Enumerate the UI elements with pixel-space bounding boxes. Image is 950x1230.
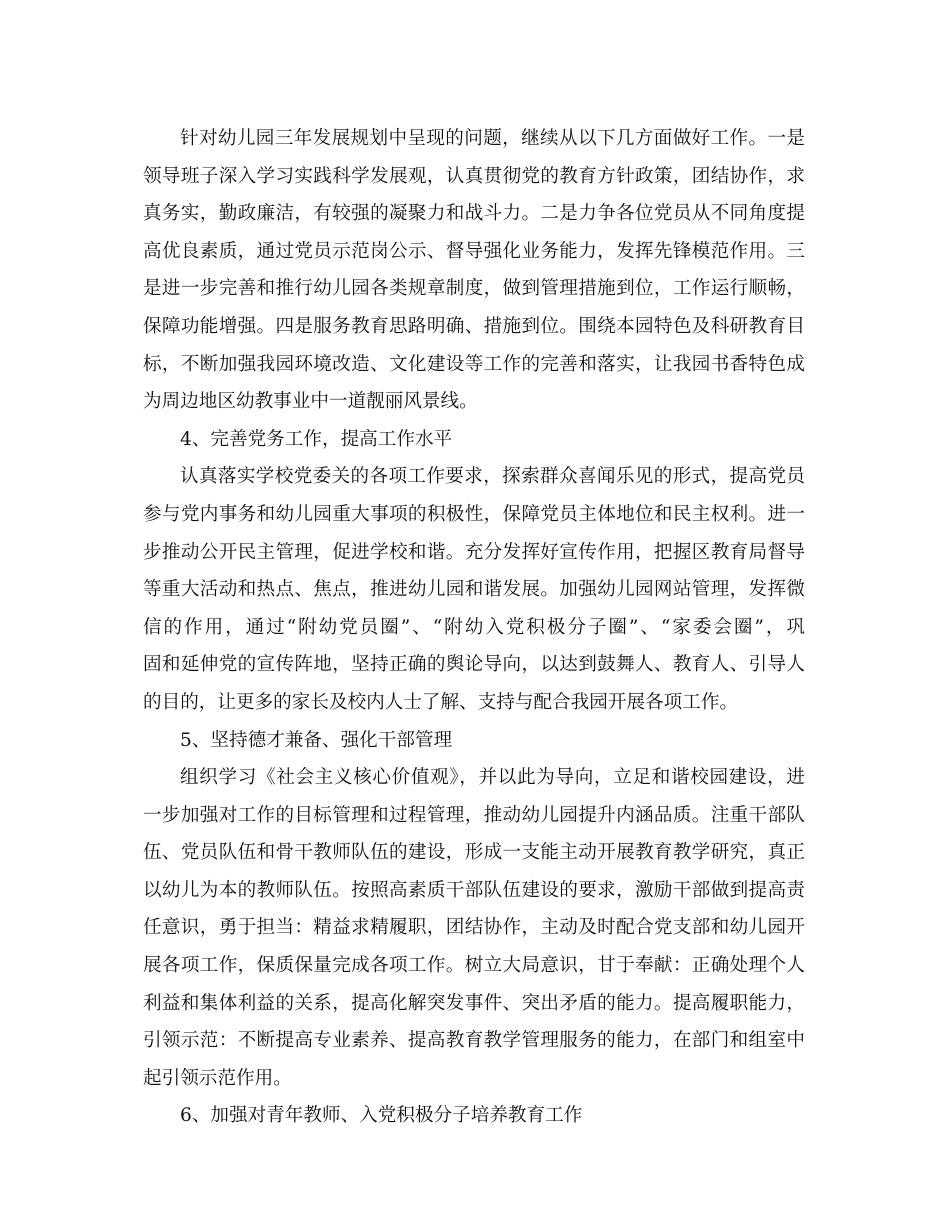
text-line: 展各项工作，保质保量完成各项工作。树立大局意识，甘于奉献：正确处理个人 xyxy=(143,955,805,977)
text-line: 领导班子深入学习实践科学发展观，认真贯彻党的教育方针政策，团结协作，求 xyxy=(143,165,805,187)
text-line: 伍、党员队伍和骨干教师队伍的建设，形成一支能主动开展教育教学研究，真正 xyxy=(143,842,805,864)
text-line: 利益和集体利益的关系，提高化解突发事件、突出矛盾的能力。提高履职能力， xyxy=(143,992,805,1014)
paragraph-cadre-management xyxy=(143,759,805,1097)
text-line: 任意识，勇于担当：精益求精履职，团结协作，主动及时配合党支部和幼儿园开 xyxy=(143,917,805,939)
text-line: 针对幼儿园三年发展规划中呈现的问题，继续从以下几方面做好工作。一是 xyxy=(180,128,805,149)
text-line: 固和延伸党的宣传阵地，坚持正确的舆论导向，以达到鼓舞人、教育人、引导人 xyxy=(143,654,805,676)
text-line: 一步加强对工作的目标管理和过程管理，推动幼儿园提升内涵品质。注重干部队 xyxy=(143,804,805,826)
heading-text: 6、加强对青年教师、入党积极分子培养教育工作 xyxy=(180,1105,583,1127)
text-line: 标，不断加强我园环境改造、文化建设等工作的完善和落实，让我园书香特色成 xyxy=(143,353,805,375)
section-heading-4 xyxy=(143,421,805,459)
text-line: 等重大活动和热点、焦点，推进幼儿园和谐发展。加强幼儿园网站管理，发挥微 xyxy=(143,579,805,601)
text-line: 保障功能增强。四是服务教育思路明确、措施到位。围绕本园特色及科研教育目 xyxy=(143,315,805,337)
section-heading-5 xyxy=(143,722,805,760)
text-line: 信的作用，通过“附幼党员圈”、“附幼入党积极分子圈”、“家委会圈”，巩 xyxy=(143,616,805,638)
text-line: 的目的，让更多的家长及校内人士了解、支持与配合我园开展各项工作。 xyxy=(143,691,739,713)
heading-text: 4、完善党务工作，提高工作水平 xyxy=(180,428,453,450)
text-line: 高优良素质，通过党员示范岗公示、督导强化业务能力，发挥先锋模范作用。三 xyxy=(143,240,805,262)
text-line: 组织学习《社会主义核心价值观》，并以此为导向，立足和谐校园建设，进 xyxy=(180,767,805,789)
text-line: 参与党内事务和幼儿园重大事项的积极性，保障党员主体地位和民主权利。进一 xyxy=(143,503,805,525)
text-line: 引领示范：不断提高专业素养、提高教育教学管理服务的能力，在部门和组室中 xyxy=(143,1030,805,1052)
text-line: 真务实，勤政廉洁，有较强的凝聚力和战斗力。二是力争各位党员从不同角度提 xyxy=(143,203,805,225)
text-line: 步推动公开民主管理，促进学校和谐。充分发挥好宣传作用，把握区教育局督导 xyxy=(143,541,805,563)
section-heading-6 xyxy=(143,1097,805,1135)
text-line: 是进一步完善和推行幼儿园各类规章制度，做到管理措施到位，工作运行顺畅， xyxy=(143,278,805,300)
paragraph-development-plan xyxy=(143,120,805,421)
paragraph-party-affairs xyxy=(143,458,805,721)
document-body xyxy=(143,120,805,1135)
text-line: 起引领示范作用。 xyxy=(143,1067,292,1089)
text-line: 以幼儿为本的教师队伍。按照高素质干部队伍建设的要求，激励干部做到提高责 xyxy=(143,879,805,901)
heading-text: 5、坚持德才兼备、强化干部管理 xyxy=(180,729,453,751)
text-line: 为周边地区幼教事业中一道靓丽风景线。 xyxy=(143,391,478,413)
text-line: 认真落实学校党委关的各项工作要求，探索群众喜闻乐见的形式，提高党员 xyxy=(180,466,805,488)
